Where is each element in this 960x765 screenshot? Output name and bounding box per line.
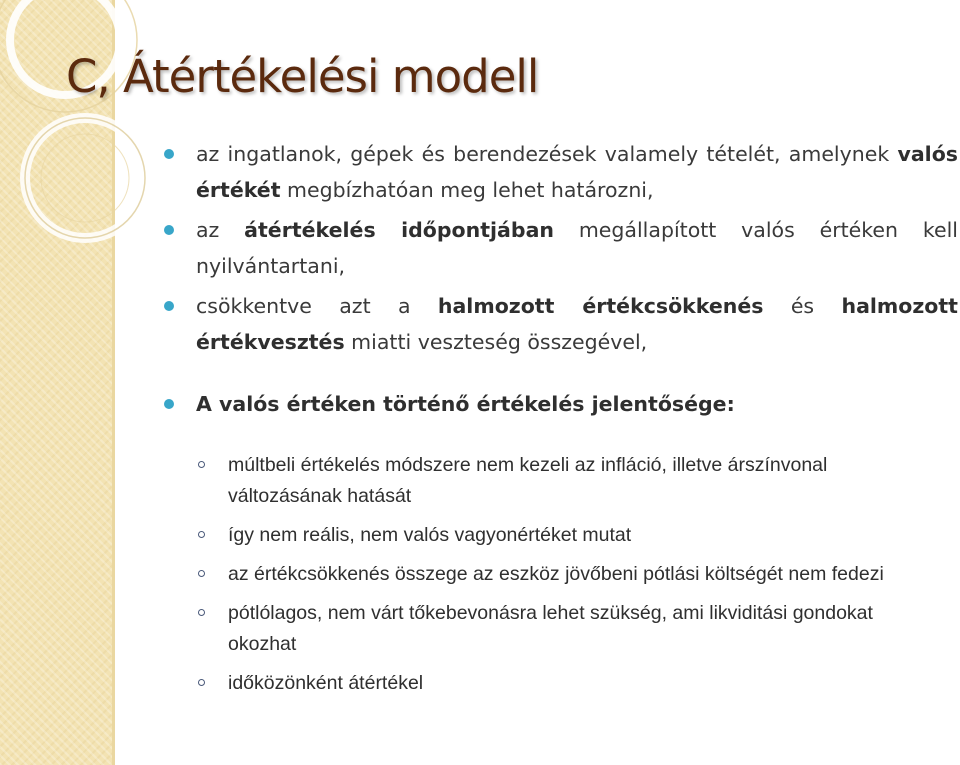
ring-bullet-icon bbox=[198, 531, 205, 538]
ring-bullet-icon bbox=[198, 461, 205, 468]
ring-bullet-icon bbox=[198, 679, 205, 686]
sub-bullet-item: pótlólagos, nem várt tőkebevonásra lehet szükség, ami likviditási gondokat okozhat bbox=[196, 598, 936, 660]
section-heading: A valós értéken történő értékelés jelentősége: bbox=[158, 386, 958, 422]
sub-bullet-item: múltbeli értékelés módszere nem kezeli az infláció, illetve árszínvonal változásának hatását bbox=[196, 450, 936, 512]
bullet-dot-icon bbox=[164, 399, 174, 409]
bullet-item: az ingatlanok, gépek és berendezések valamely tételét, amelynek valós értékét megbízhatóan meg lehet határozni, bbox=[158, 136, 958, 208]
bullet-item: az átértékelés időpontjában megállapított valós értéken kell nyilvántartani, bbox=[158, 212, 958, 284]
bullet-dot-icon bbox=[164, 149, 174, 159]
sub-bullet-item: az értékcsökkenés összege az eszköz jövőbeni pótlási költségét nem fedezi bbox=[196, 559, 936, 590]
sub-bullet-item: így nem reális, nem valós vagyonértéket mutat bbox=[196, 520, 936, 551]
main-bullet-list bbox=[158, 136, 958, 428]
ring-bullet-icon bbox=[198, 570, 205, 577]
slide-title: C, Átértékelési modell bbox=[66, 50, 539, 103]
sub-bullet-item: időközönként átértékel bbox=[196, 668, 936, 699]
sub-bullet-list bbox=[196, 450, 936, 707]
ring-bullet-icon bbox=[198, 609, 205, 616]
bullet-dot-icon bbox=[164, 301, 174, 311]
bullet-item: csökkentve azt a halmozott értékcsökkenés és halmozott értékvesztés miatti veszteség összegével, bbox=[158, 288, 958, 360]
bullet-dot-icon bbox=[164, 225, 174, 235]
